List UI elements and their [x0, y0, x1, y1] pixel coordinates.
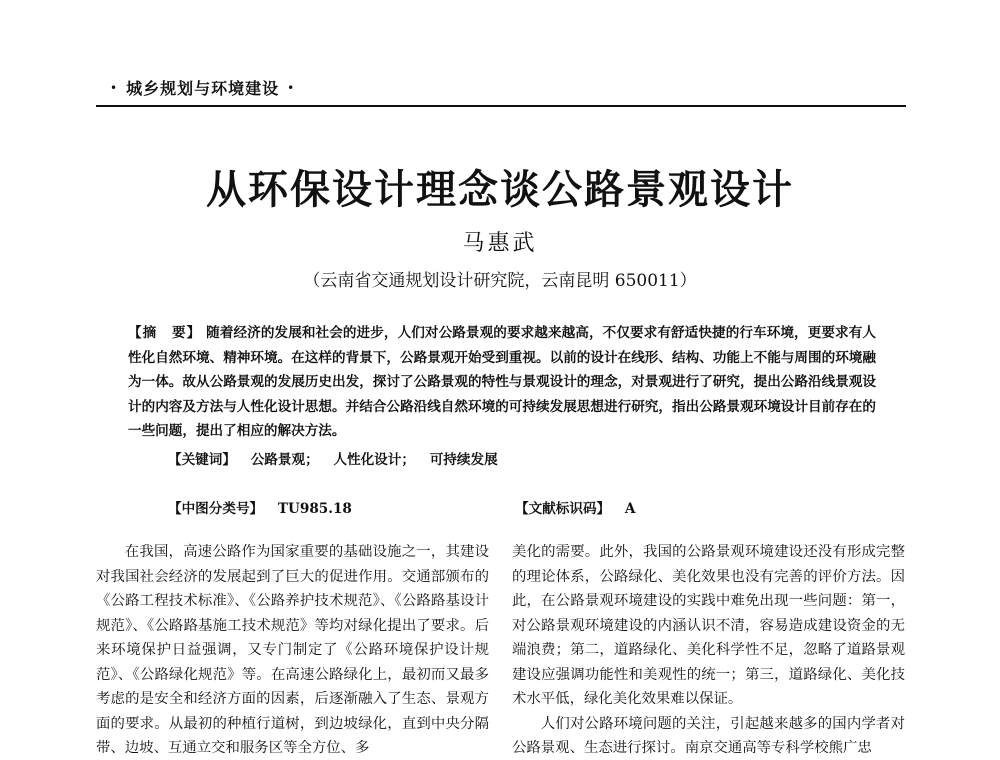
keyword-item: 可持续发展	[429, 452, 498, 468]
document-code-value: A	[624, 501, 636, 517]
keyword-item: 人性化设计；	[333, 452, 415, 468]
paper-title: 从环保设计理念谈公路景观设计	[206, 167, 794, 213]
keywords-label: 【关键词】	[168, 452, 236, 468]
header-bullet-right: •	[287, 80, 296, 95]
body-paragraph: 在我国，高速公路作为国家重要的基础设施之一，其建设对我国社会经济的发展起到了巨大的促进作用。交通部颁布的《公路工程技术标准》、《公路养护技术规范》、《公路路基设计规范》、《公路路基施工技术规范》等均对绿化提出了要求。后来环境保护日益强调，又专门制定了《公路环境保护设计规范》、《公路绿化规范》等。在高速公路绿化上，最初而又最多考虑的是安全和经济方面的因素，后逐渐融入了生态、景观方面的要求。从最初的种植行道树，到边坡绿化，直到中央分隔带、边坡、互通立交和服务区等全方位、多	[96, 544, 489, 756]
header-divider	[96, 105, 906, 107]
abstract	[128, 321, 876, 444]
keywords	[168, 448, 508, 468]
body-column-left	[96, 540, 489, 760]
section-title: 城乡规划与环境建设	[126, 79, 280, 98]
author-affiliation: （云南省交通规划设计研究院，云南昆明 650011）	[303, 271, 697, 291]
document-code-label: 【文献标识码】	[515, 501, 611, 517]
abstract-label: 【摘 要】	[128, 325, 202, 341]
body-paragraph: 人们对公路环境问题的关注，引起越来越多的国内学者对公路景观、生态进行探讨。南京交通高等专科学校熊广忠	[512, 715, 905, 756]
keyword-item: 公路景观；	[250, 452, 319, 468]
body-column-right	[512, 540, 905, 760]
document-code	[515, 497, 645, 517]
abstract-text: 随着经济的发展和社会的进步，人们对公路景观的要求越来越高，不仅要求有舒适快捷的行车环境，更要求有人性化自然环境、精神环境。在这样的背景下，公路景观开始受到重视。以前的设计在线形、结构、功能上不能与周围的环境融为一体。故从公路景观的发展历史出发，探讨了公路景观的特性与景观设计的理念，对景观进行了研究，提出公路沿线景观设计的内容及方法与人性化设计思想。并结合公路沿线自然环境的可持续发展思想进行研究，指出公路景观环境设计目前存在的一些问题，提出了相应的解决方法。	[128, 325, 876, 439]
body-paragraph: 美化的需要。此外，我国的公路景观环境建设还没有形成完整的理论体系，公路绿化、美化效果也没有完善的评价方法。因此，在公路景观环境建设的实践中难免出现一些问题：第一，对公路景观环境建设的内涵认识不清，容易造成建设资金的无端浪费；第二，道路绿化、美化科学性不足，忽略了道路景观建设应强调功能性和美观性的统一；第三，道路绿化、美化技术水平低，绿化美化效果难以保证。	[512, 544, 905, 707]
header-bullet-left: •	[110, 80, 119, 95]
classification-value: TU985.18	[277, 501, 352, 517]
running-header	[110, 76, 295, 99]
classification-number	[168, 497, 362, 517]
author-name: 马惠武	[462, 231, 538, 256]
classification-label: 【中图分类号】	[168, 501, 264, 517]
